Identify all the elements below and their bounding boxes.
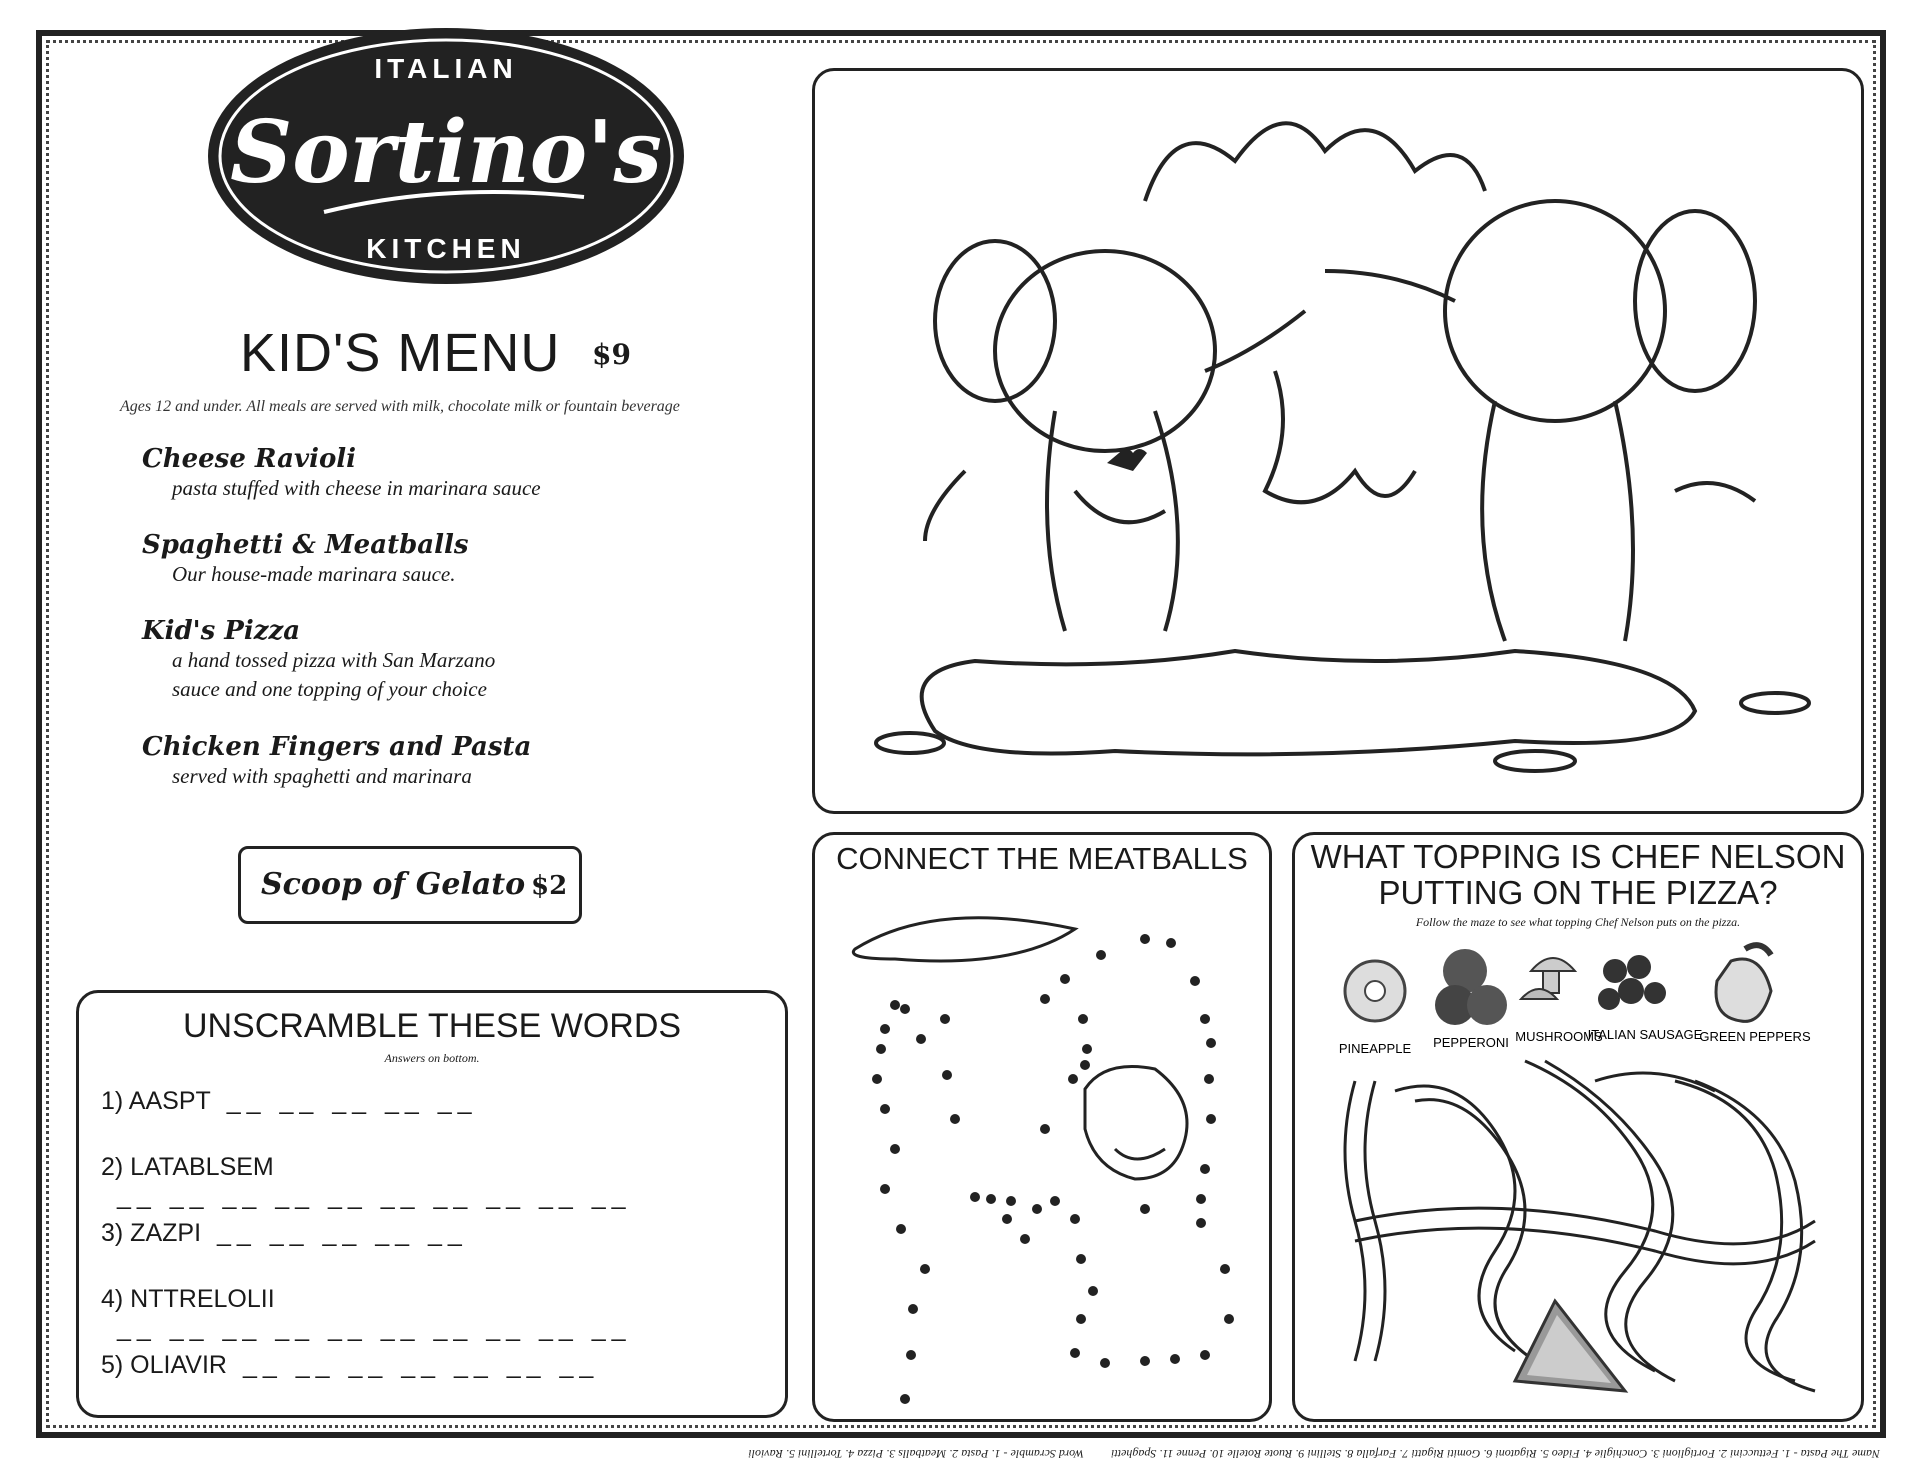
menu-item: [142, 444, 541, 503]
pepperoni-icon: [1435, 949, 1507, 1025]
connect-meatballs-panel: [812, 832, 1272, 1422]
menu-item: [142, 616, 495, 704]
scramble-answers: Word Scramble - 1. Pasta 2. Meatballs 3. Pizza 4. Tortellini 5. Ravioli: [748, 1447, 1084, 1461]
maze-panel: [1292, 832, 1864, 1422]
connect-meatballs-title: CONNECT THE MEATBALLS: [836, 841, 1248, 876]
word-blanks: __ __ __ __ __: [217, 1219, 468, 1247]
dot-to-dot-chef: [815, 879, 1269, 1419]
unscramble-title: UNSCRAMBLE THESE WORDS: [182, 1007, 682, 1045]
word-blanks: __ __ __ __ __ __ __ __ __ __: [117, 1182, 632, 1210]
gelato-box: [238, 846, 582, 924]
sortinos-logo: [204, 22, 688, 290]
logo-name-text: Sortino's: [230, 102, 662, 203]
topping-label: MUSHROOMS: [1515, 1029, 1603, 1044]
menu-item-name: Spaghetti & Meatballs: [142, 530, 469, 560]
word-label: 3) ZAZPI: [101, 1219, 202, 1247]
gelato-price: $2: [531, 871, 568, 901]
word-blanks: __ __ __ __ __: [226, 1087, 478, 1115]
answers-footer: [360, 1446, 1880, 1461]
maze-subtitle: Follow the maze to see what topping Chef Nelson puts on the pizza.: [1415, 915, 1741, 929]
word-label: 4) NTTRELOLII: [101, 1285, 275, 1313]
menu-item: [142, 530, 469, 589]
topping-label: PINEAPPLE: [1338, 1041, 1412, 1056]
menu-item-desc: served with spaghetti and marinara: [172, 764, 472, 788]
word-label: 1) AASPT: [101, 1087, 211, 1115]
maze-title-line-1: WHAT TOPPING IS CHEF NELSON: [1310, 838, 1846, 875]
gelato-name: Scoop of Gelato: [261, 867, 526, 902]
unscramble-subtitle: Answers on bottom.: [384, 1051, 480, 1065]
pizza-slice-icon: [1515, 1301, 1625, 1391]
topping-label: ITALIAN SAUSAGE: [1587, 1027, 1703, 1042]
menu-item-desc: a hand tossed pizza with San Marzano: [172, 648, 496, 672]
topping-label: PEPPERONI: [1433, 1035, 1509, 1050]
logo-bottom-text: KITCHEN: [366, 233, 526, 264]
menu-item-name: Chicken Fingers and Pasta: [142, 732, 532, 762]
logo-top-text: ITALIAN: [374, 53, 518, 84]
menu-item-desc: pasta stuffed with cheese in marinara sauce: [172, 476, 541, 500]
menu-item-desc: Our house-made marinara sauce.: [172, 562, 456, 586]
maze-illustration: [1295, 931, 1861, 1421]
word-row: [101, 1219, 468, 1248]
green-peppers-icon: [1716, 945, 1771, 1021]
word-row: [101, 1153, 785, 1211]
menu-item-desc: sauce and one topping of your choice: [172, 677, 487, 701]
pasta-answers: Name The Pasta - 1. Fettuccini 2. Fortiglioni 3. Conchiglie 4. Fideo 5. Rigatoni 6. Gomiti Rigatti 7. Farfalla 8. Stellini 9. Ruote Rotelle 10. Penne 11. Spaghetti: [1110, 1447, 1880, 1461]
elephants-illustration: [815, 71, 1861, 811]
menu-item: [142, 732, 531, 791]
word-blanks: __ __ __ __ __ __ __: [242, 1351, 600, 1379]
word-label: 2) LATABLSEM: [101, 1153, 274, 1181]
italian-sausage-icon: [1598, 955, 1666, 1010]
word-row: [101, 1285, 785, 1343]
kids-menu-title: KID'S MENU: [240, 323, 561, 383]
menu-item-name: Kid's Pizza: [142, 616, 301, 646]
kids-menu-note: Ages 12 and under. All meals are served with milk, chocolate milk or fountain beverage: [120, 398, 680, 415]
word-label: 5) OLIAVIR: [101, 1351, 227, 1379]
maze-title-line-2: PUTTING ON THE PIZZA?: [1378, 874, 1778, 911]
pineapple-icon: [1345, 961, 1405, 1021]
kids-menu-price: $9: [592, 338, 631, 371]
word-row: [101, 1351, 599, 1380]
topping-label: GREEN PEPPERS: [1699, 1029, 1811, 1044]
word-row: [101, 1087, 478, 1116]
unscramble-panel: [76, 990, 788, 1418]
word-blanks: __ __ __ __ __ __ __ __ __ __: [117, 1314, 632, 1342]
mushrooms-icon: [1521, 958, 1575, 999]
coloring-panel: [812, 68, 1864, 814]
menu-item-name: Cheese Ravioli: [142, 444, 357, 474]
